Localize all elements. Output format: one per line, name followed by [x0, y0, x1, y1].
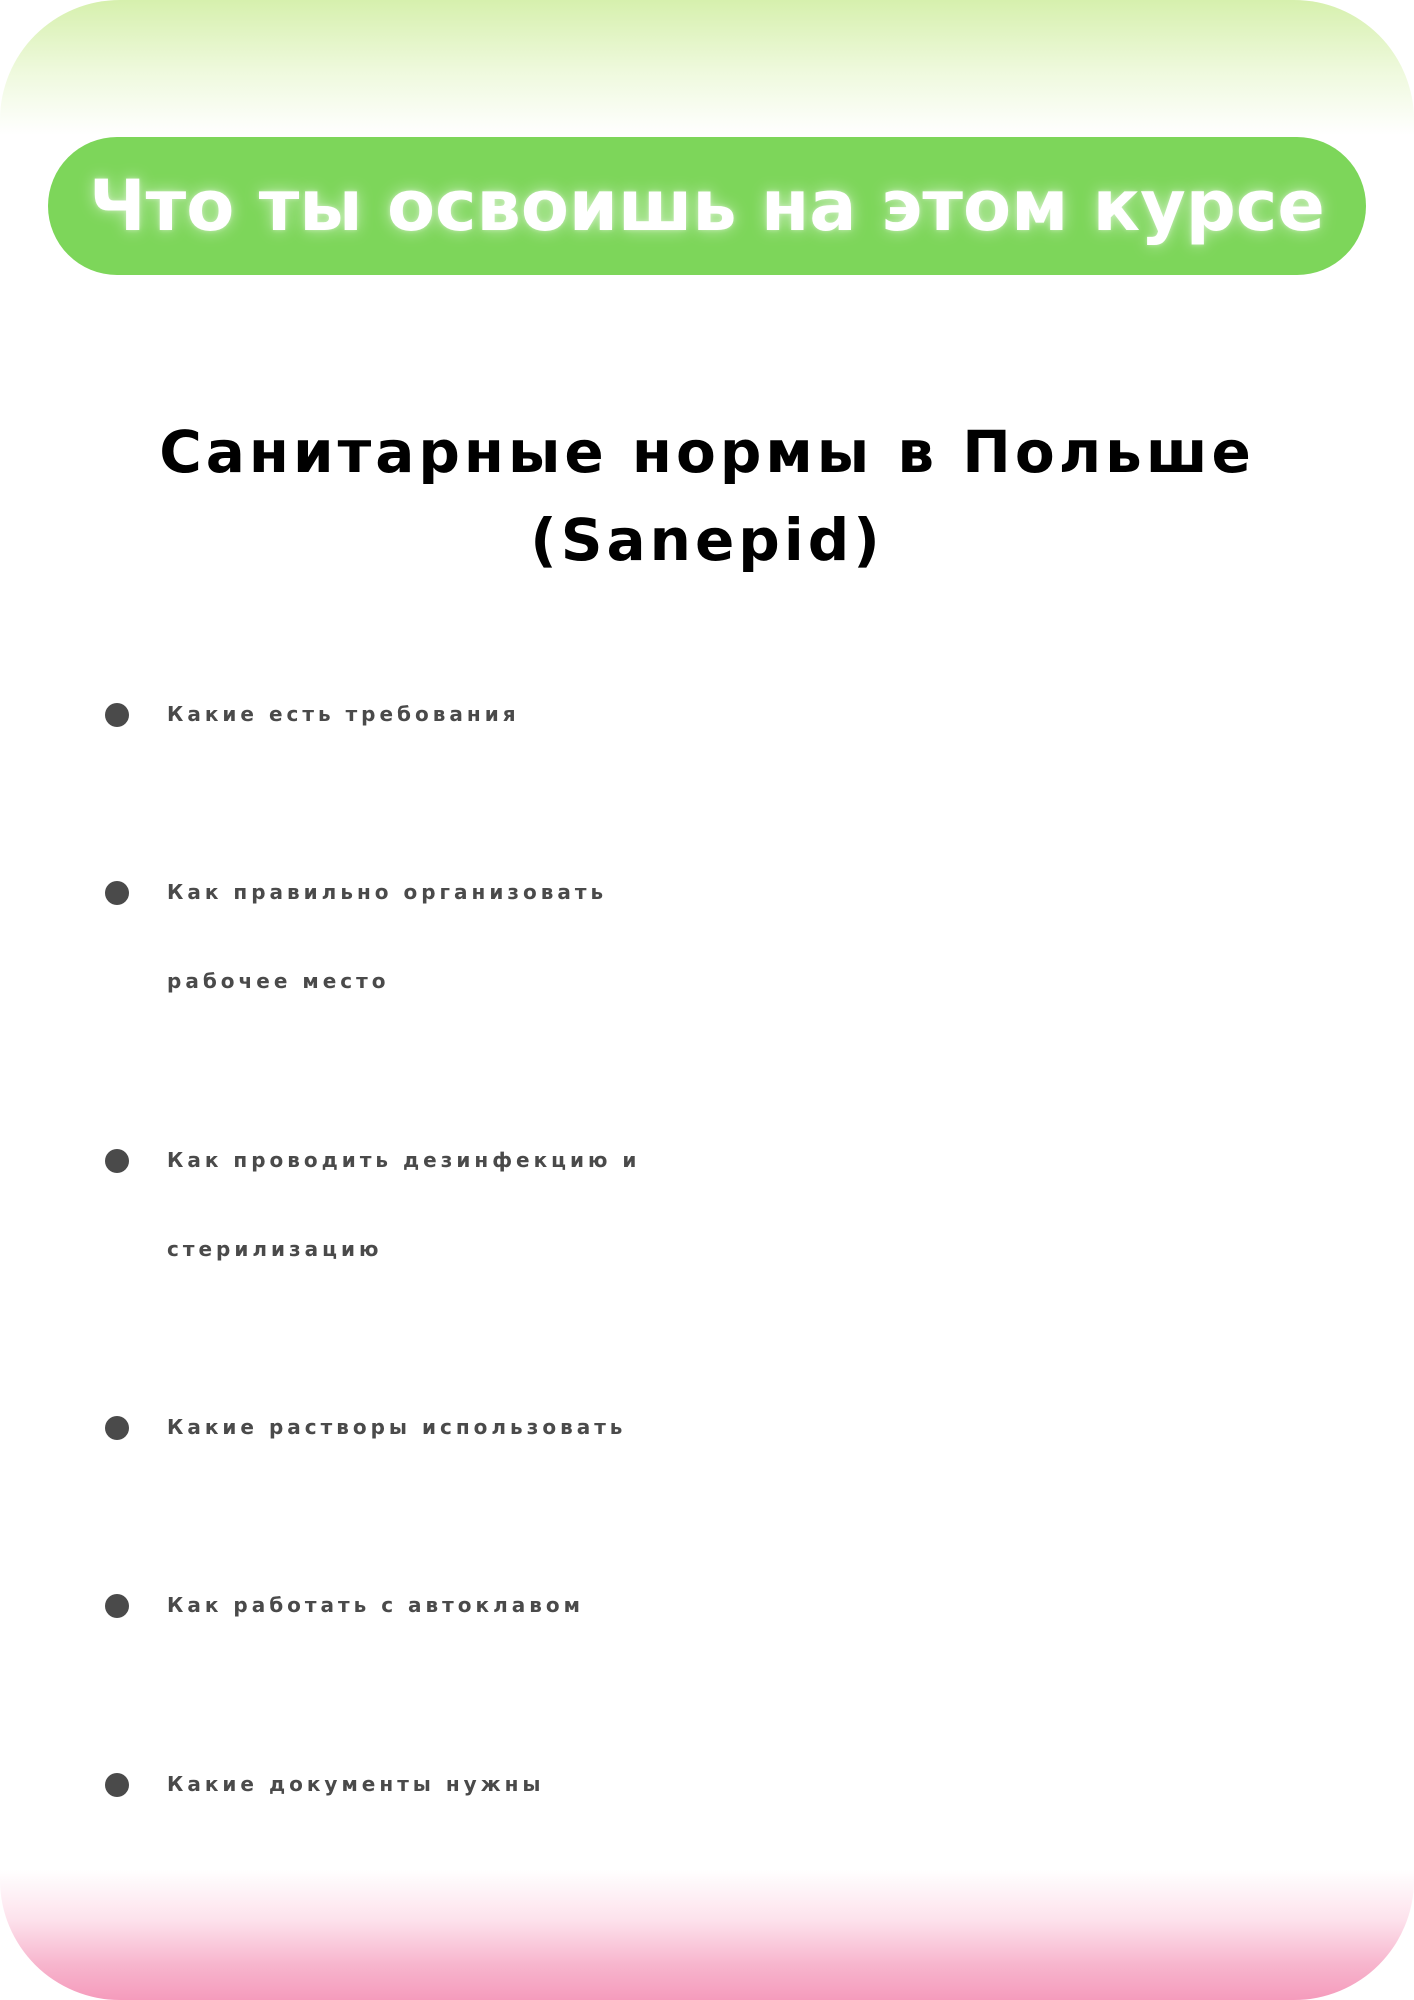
topic-text-line-1: Как правильно организовать	[167, 880, 608, 904]
topic-text-line-1: Какие документы нужны	[167, 1772, 545, 1796]
section-title-line-1: Санитарные нормы в Польше	[159, 418, 1255, 486]
bullet-icon	[105, 1149, 129, 1173]
bullet-icon	[105, 703, 129, 727]
topic-text-line-1: Какие есть требования	[167, 702, 520, 726]
topic-item	[105, 1383, 1365, 1472]
topic-item	[105, 1740, 1365, 1829]
topic-text-line-1: Как проводить дезинфекцию и	[167, 1148, 641, 1172]
topic-item	[105, 1561, 1365, 1650]
topic-item	[105, 848, 1365, 1026]
bullet-icon	[105, 1594, 129, 1618]
topic-text-line-1: Какие растворы использовать	[167, 1415, 627, 1439]
section-title-line-2: (Sanepid)	[530, 506, 884, 574]
topic-text-line-2: рабочее место	[167, 969, 390, 993]
bullet-icon	[105, 1773, 129, 1797]
topic-text-line-1: Как работать с автоклавом	[167, 1593, 584, 1617]
header-title: Что ты освоишь на этом курсе	[89, 165, 1325, 247]
bullet-icon	[105, 1416, 129, 1440]
section-title	[100, 408, 1314, 584]
topic-item	[105, 670, 1365, 759]
header-banner	[48, 137, 1366, 275]
topic-item	[105, 1116, 1365, 1294]
topic-text-line-2: стерилизацию	[167, 1237, 383, 1261]
bullet-icon	[105, 881, 129, 905]
